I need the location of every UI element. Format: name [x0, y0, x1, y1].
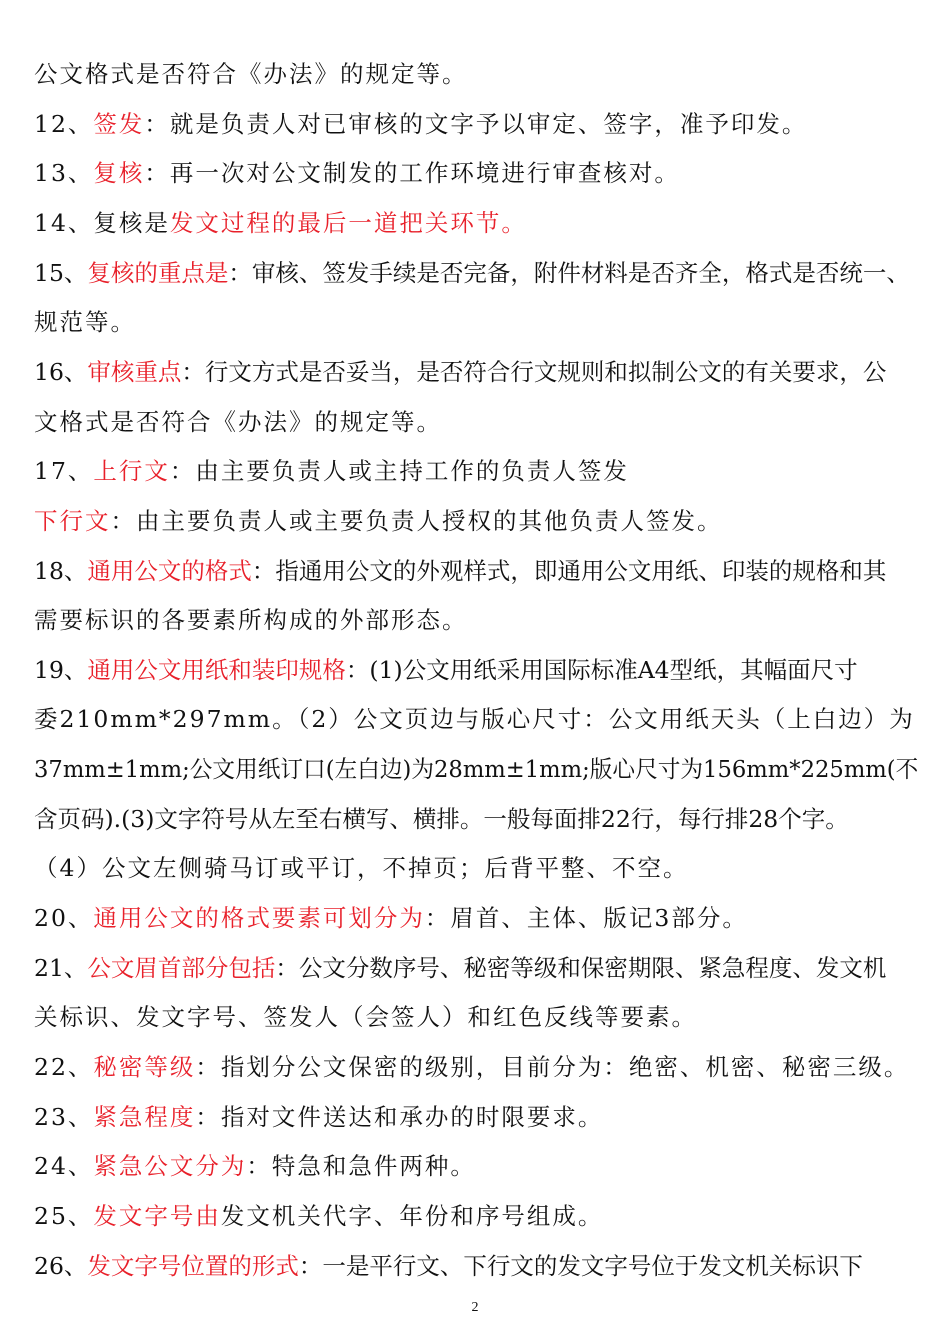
text-segment: 委210mm*297mm。（2）公文页边与版心尺寸：公文用纸天头（上白边）为 — [34, 705, 915, 734]
text-segment: 18、 — [34, 556, 88, 585]
text-line — [34, 306, 918, 338]
text-segment: 17、 — [34, 457, 94, 486]
highlighted-term: 通用公文的格式 — [87, 556, 252, 585]
text-line — [34, 58, 918, 90]
text-line — [34, 1101, 918, 1133]
text-segment: 25、 — [34, 1201, 94, 1230]
text-segment: 公文格式是否符合《办法》的规定等。 — [34, 60, 468, 88]
highlighted-term: 紧急公文分为 — [93, 1152, 247, 1181]
text-line — [34, 1250, 918, 1282]
highlighted-term: 公文眉首部分包括 — [87, 953, 276, 982]
highlighted-term: 复核 — [93, 159, 145, 188]
text-segment: ：行文方式是否妥当，是否符合行文规则和拟制公文的有关要求，公 — [181, 357, 887, 386]
text-line — [34, 1150, 918, 1182]
text-line — [34, 753, 919, 785]
text-segment: ：审核、签发手续是否完备，附件材料是否齐全，格式是否统一、 — [228, 258, 910, 287]
text-segment: 19、 — [34, 655, 88, 684]
text-segment: 14、复核是 — [34, 208, 170, 237]
text-segment: 16、 — [34, 357, 88, 386]
text-segment: 20、 — [34, 904, 94, 933]
highlighted-term: 发文字号位置的形式 — [87, 1251, 299, 1280]
highlighted-term: 发文字号由 — [93, 1201, 221, 1230]
text-segment: 规范等。 — [34, 308, 136, 337]
highlighted-term: 通用公文的格式要素可划分为 — [93, 904, 425, 933]
text-segment: 15、 — [34, 258, 88, 287]
text-line — [34, 356, 918, 388]
text-segment: 22、 — [34, 1053, 94, 1081]
text-line — [34, 1051, 918, 1083]
text-segment: ：眉首、主体、版记3部分。 — [424, 904, 748, 933]
text-segment: 关标识、发文字号、签发人（会签人）和红色反线等要素。 — [34, 1003, 697, 1032]
highlighted-term: 复核的重点是 — [87, 258, 229, 287]
text-segment: 13、 — [34, 159, 94, 188]
text-segment: 文格式是否符合《办法》的规定等。 — [34, 407, 442, 436]
text-segment: ：指划分公文保密的级别，目前分为：绝密、机密、秘密三级。 — [195, 1053, 910, 1081]
text-line — [34, 406, 918, 438]
text-segment: ：(1)公文用纸采用国际标准A4型纸，其幅面尺寸 — [345, 655, 858, 684]
text-segment: ：特急和急件两种。 — [246, 1152, 476, 1181]
highlighted-term: 发文过程的最后一道把关环节。 — [169, 208, 527, 237]
text-segment: 24、 — [34, 1152, 94, 1181]
text-segment: ：由主要负责人或主持工作的负责人签发 — [169, 457, 629, 486]
text-segment: ：指对文件送达和承办的时限要求。 — [195, 1102, 604, 1131]
highlighted-term: 通用公文用纸和装印规格 — [87, 655, 346, 684]
text-segment: ：由主要负责人或主要负责人授权的其他负责人签发。 — [110, 506, 723, 535]
highlighted-term: 紧急程度 — [93, 1102, 196, 1131]
highlighted-term: 下行文 — [34, 506, 111, 535]
text-segment: 26、 — [34, 1251, 88, 1280]
text-line — [34, 952, 918, 984]
text-segment: 21、 — [34, 953, 88, 982]
text-segment: 37mm±1mm;公文用纸订口(左白边)为28mm±1mm;版心尺寸为156mm*225mm(不 — [34, 755, 919, 784]
highlighted-term: 审核重点 — [87, 357, 182, 386]
text-line — [34, 555, 918, 587]
text-line — [34, 654, 918, 686]
text-segment: 含页码).(3)文字符号从左至右横写、横排。一般每面排22行，每行排28个字。 — [34, 804, 849, 833]
text-segment: ：就是负责人对已审核的文字予以审定、签字，准予印发。 — [144, 109, 808, 138]
text-line — [34, 257, 918, 289]
text-segment: 23、 — [34, 1102, 94, 1131]
text-line — [34, 803, 918, 835]
text-line — [34, 1001, 918, 1033]
text-line — [34, 852, 918, 884]
text-segment: 12、 — [34, 109, 94, 138]
text-segment: ：公文分数序号、秘密等级和保密期限、紧急程度、发文机 — [275, 953, 887, 982]
text-segment: 需要标识的各要素所构成的外部形态。 — [34, 606, 468, 635]
page-number: 2 — [471, 1300, 479, 1315]
text-line — [34, 902, 918, 934]
text-line — [34, 108, 918, 140]
text-line — [34, 207, 918, 239]
text-line — [34, 604, 918, 636]
highlighted-term: 秘密等级 — [93, 1053, 196, 1081]
text-line — [34, 157, 918, 189]
highlighted-term: 上行文 — [93, 457, 170, 486]
text-line — [34, 1200, 918, 1232]
text-line — [34, 505, 918, 537]
highlighted-term: 签发 — [93, 109, 145, 138]
text-segment: ：再一次对公文制发的工作环境进行审查核对。 — [144, 159, 680, 188]
text-segment: （4）公文左侧骑马订或平订，不掉页；后背平整、不空。 — [34, 854, 689, 883]
text-segment: ：一是平行文、下行文的发文字号位于发文机关标识下 — [298, 1251, 863, 1280]
text-line — [34, 703, 918, 735]
text-line — [34, 455, 918, 487]
text-segment: 发文机关代字、年份和序号组成。 — [220, 1201, 604, 1230]
text-segment: ：指通用公文的外观样式，即通用公文用纸、印装的规格和其 — [251, 556, 887, 585]
